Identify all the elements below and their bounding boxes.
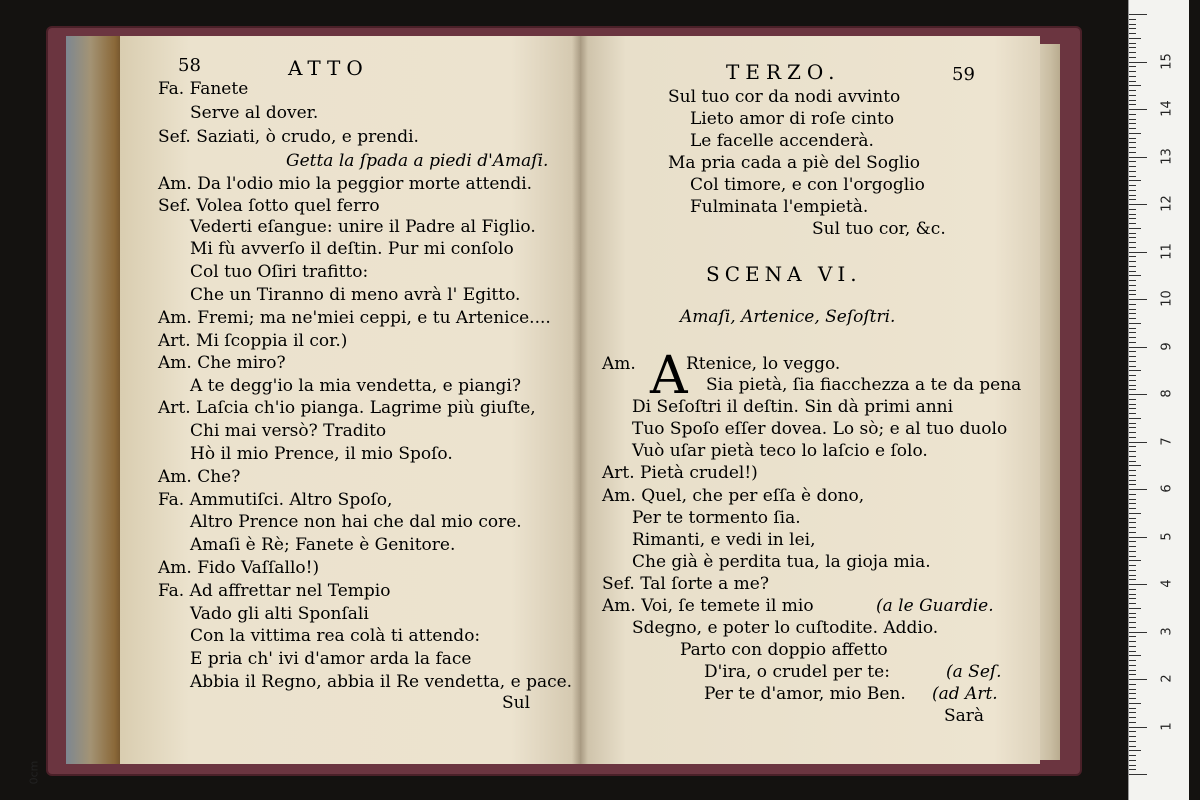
ruler-tick: [1129, 494, 1136, 495]
ruler-tick: [1129, 765, 1136, 766]
catchword: Sarà: [944, 706, 985, 726]
ruler-tick: [1129, 741, 1136, 742]
ruler-tick: [1129, 674, 1136, 675]
ruler-tick: [1129, 731, 1136, 732]
measuring-ruler: [1128, 0, 1189, 800]
text-line: Sia pietà, ſia fiacchezza a te da pena: [706, 375, 1022, 395]
ruler-tick: [1129, 636, 1136, 637]
ruler-tick: [1129, 294, 1136, 295]
ruler-tick: [1129, 100, 1136, 101]
ruler-tick: [1129, 556, 1136, 557]
ruler-tick: [1129, 451, 1136, 452]
ruler-tick: [1129, 309, 1136, 310]
ruler-tick: [1129, 389, 1136, 390]
ruler-tick: [1129, 275, 1141, 276]
ruler-tick: [1129, 594, 1136, 595]
text-line: Hò il mio Prence, il mio Spoſo.: [190, 444, 453, 464]
ruler-number: 12: [1159, 195, 1175, 212]
ruler-tick: [1129, 128, 1136, 129]
ruler-tick: [1129, 603, 1136, 604]
text-line: Vado gli alti Sponſali: [190, 604, 369, 624]
ruler-tick: [1129, 380, 1136, 381]
ruler-tick: [1129, 503, 1136, 504]
scene-characters: Amaſi, Artenice, Seſoſtri.: [680, 307, 896, 327]
text-line: Altro Prence non hai che dal mio core.: [190, 512, 522, 532]
text-line: Art. Pietà crudel!): [602, 463, 758, 483]
ruler-tick: [1129, 750, 1141, 751]
scene-heading: SCENA VI.: [706, 262, 862, 286]
text-line: Che un Tiranno di meno avrà l' Egitto.: [190, 285, 521, 305]
ruler-tick: [1129, 446, 1136, 447]
ruler-tick: [1129, 252, 1147, 253]
text-line: Art. Mi ſcoppia il cor.): [158, 331, 348, 351]
ruler-tick: [1129, 760, 1136, 761]
ruler-tick: [1129, 394, 1147, 395]
ruler-tick: [1129, 712, 1136, 713]
ruler-tick: [1129, 43, 1136, 44]
text-line: Per te d'amor, mio Ben.: [704, 684, 906, 704]
ruler-tick: [1129, 527, 1136, 528]
aria-line: Lieto amor di roſe cinto: [690, 109, 895, 129]
ruler-tick: [1129, 622, 1136, 623]
ruler-tick: [1129, 470, 1136, 471]
stage-direction: (a le Guardie.: [876, 596, 994, 616]
ruler-tick: [1129, 546, 1136, 547]
ruler-tick: [1129, 698, 1136, 699]
ruler-number: 15: [1159, 52, 1175, 70]
ruler-tick: [1129, 774, 1147, 775]
ruler-tick: [1129, 598, 1136, 599]
ruler-tick: [1129, 28, 1136, 29]
catchword: Sul: [502, 693, 531, 713]
ruler-tick: [1129, 266, 1136, 267]
ruler-unit-label: 0cm: [27, 760, 41, 785]
text-line: Amaſi è Rè; Fanete è Genitore.: [190, 535, 456, 555]
ruler-tick: [1129, 204, 1147, 205]
text-line: Am. Voi, ſe temete il mio: [602, 596, 814, 616]
ruler-tick: [1129, 256, 1136, 257]
text-line: E pria ch' ivi d'amor arda la face: [190, 649, 472, 669]
aria-line: Col timore, e con l'orgoglio: [690, 175, 925, 195]
text-line: Am. Che?: [158, 467, 241, 487]
ruler-tick: [1129, 722, 1136, 723]
text-line: Rtenice, lo veggo.: [686, 354, 841, 374]
ruler-tick: [1129, 684, 1136, 685]
ruler-tick: [1129, 584, 1147, 585]
ruler-tick: [1129, 541, 1136, 542]
stage-direction: (a Seſ.: [946, 662, 1002, 682]
ruler-tick: [1129, 142, 1136, 143]
ruler-tick: [1129, 646, 1136, 647]
text-line: Art. Laſcia ch'io pianga. Lagrime più giuſte,: [158, 398, 536, 418]
ruler-tick: [1129, 693, 1136, 694]
ruler-tick: [1129, 195, 1136, 196]
aria-line: Sul tuo cor, &c.: [812, 219, 946, 239]
ruler-tick: [1129, 209, 1136, 210]
ruler-tick: [1129, 432, 1136, 433]
text-line: Tuo Spoſo eſſer dovea. Lo sò; e al tuo duolo: [632, 419, 1008, 439]
ruler-tick: [1129, 285, 1136, 286]
ruler-tick: [1129, 437, 1136, 438]
ruler-tick: [1129, 337, 1136, 338]
text-line: Am. Fido Vaſſallo!): [158, 558, 320, 578]
text-line: Am.: [602, 354, 636, 374]
aria-line: Ma pria cada a piè del Soglio: [668, 153, 920, 173]
ruler-number: 11: [1159, 242, 1175, 260]
ruler-tick: [1129, 57, 1136, 58]
ruler-tick: [1129, 413, 1136, 414]
ruler-tick: [1129, 551, 1136, 552]
text-line: Fa. Ammutiſci. Altro Spoſo,: [158, 490, 393, 510]
ruler-tick: [1129, 147, 1136, 148]
ruler-tick: [1129, 237, 1136, 238]
left-running-head: ATTO: [288, 56, 369, 80]
ruler-tick: [1129, 499, 1136, 500]
ruler-tick: [1129, 522, 1136, 523]
ruler-tick: [1129, 579, 1136, 580]
ruler-tick: [1129, 14, 1147, 15]
ruler-tick: [1129, 408, 1136, 409]
ruler-tick: [1129, 418, 1141, 419]
ruler-tick: [1129, 347, 1147, 348]
ruler-tick: [1129, 71, 1136, 72]
ruler-tick: [1129, 223, 1136, 224]
ruler-tick: [1129, 484, 1136, 485]
ruler-tick: [1129, 214, 1136, 215]
ruler-tick: [1129, 24, 1136, 25]
ruler-tick: [1129, 465, 1141, 466]
ruler-number: 2: [1159, 674, 1175, 683]
ruler-tick: [1129, 280, 1136, 281]
ruler-tick: [1129, 247, 1136, 248]
ruler-tick: [1129, 185, 1136, 186]
ruler-tick: [1129, 736, 1136, 737]
ruler-tick: [1129, 442, 1147, 443]
ruler-tick: [1129, 218, 1136, 219]
ruler-tick: [1129, 47, 1136, 48]
ruler-tick: [1129, 351, 1136, 352]
ruler-tick: [1129, 261, 1136, 262]
ruler-tick: [1129, 532, 1136, 533]
text-line: Am. Che miro?: [158, 353, 286, 373]
ruler-tick: [1129, 199, 1136, 200]
ruler-number: 3: [1159, 626, 1175, 636]
ruler-tick: [1129, 52, 1136, 53]
ruler-tick: [1129, 109, 1147, 110]
ruler-tick: [1129, 651, 1136, 652]
ruler-tick: [1129, 119, 1136, 120]
ruler-tick: [1129, 480, 1136, 481]
ruler-tick: [1129, 271, 1136, 272]
ruler-number: 5: [1159, 531, 1175, 541]
ruler-tick: [1129, 157, 1147, 158]
ruler-tick: [1129, 575, 1136, 576]
text-line: Am. Quel, che per eſſa è dono,: [602, 486, 865, 506]
ruler-tick: [1129, 90, 1136, 91]
ruler-tick: [1129, 95, 1136, 96]
ruler-tick: [1129, 508, 1136, 509]
text-line: Che già è perdita tua, la gioja mia.: [632, 552, 931, 572]
ruler-tick: [1129, 138, 1136, 139]
ruler-tick: [1129, 242, 1136, 243]
ruler-tick: [1129, 233, 1136, 234]
text-line: Per te tormento ſia.: [632, 508, 801, 528]
text-line: Di Seſoſtri il deſtin. Sin dà primi anni: [632, 397, 954, 417]
text-line: Col tuo Oſiri trafitto:: [190, 262, 369, 282]
ruler-tick: [1129, 176, 1136, 177]
ruler-tick: [1129, 161, 1136, 162]
text-line: Am. Fremi; ma ne'miei ceppi, e tu Artenice....: [158, 308, 551, 328]
ruler-tick: [1129, 717, 1136, 718]
aria-line: Le facelle accenderà.: [690, 131, 874, 151]
ruler-tick: [1129, 180, 1141, 181]
drop-cap: A: [650, 346, 688, 406]
ruler-tick: [1129, 313, 1136, 314]
aria-line: Fulminata l'empietà.: [690, 197, 869, 217]
ruler-tick: [1129, 746, 1136, 747]
ruler-tick: [1129, 513, 1141, 514]
text-line: Fa. Ad affrettar nel Tempio: [158, 581, 391, 601]
text-line: Rimanti, e vedi in lei,: [632, 530, 816, 550]
ruler-tick: [1129, 33, 1136, 34]
ruler-tick: [1129, 641, 1136, 642]
ruler-tick: [1129, 565, 1136, 566]
ruler-tick: [1129, 85, 1141, 86]
ruler-tick: [1129, 304, 1136, 305]
ruler-tick: [1129, 769, 1136, 770]
ruler-tick: [1129, 727, 1147, 728]
ruler-tick: [1129, 81, 1136, 82]
ruler-number: 6: [1159, 484, 1175, 493]
aria-line: Sul tuo cor da nodi avvinto: [668, 87, 901, 107]
text-line: D'ira, o crudel per te:: [704, 662, 890, 682]
ruler-tick: [1129, 366, 1136, 367]
ruler-tick: [1129, 627, 1136, 628]
stage-direction: (ad Art.: [932, 684, 998, 704]
left-page-number: 58: [178, 55, 201, 76]
ruler-tick: [1129, 613, 1136, 614]
ruler-tick: [1129, 361, 1136, 362]
ruler-tick: [1129, 290, 1136, 291]
ruler-tick: [1129, 171, 1136, 172]
text-line: Chi mai versò? Tradito: [190, 421, 387, 441]
ruler-tick: [1129, 589, 1136, 590]
ruler-tick: [1129, 427, 1136, 428]
ruler-number: 1: [1159, 721, 1175, 731]
ruler-tick: [1129, 404, 1136, 405]
ruler-tick: [1129, 708, 1136, 709]
ruler-tick: [1129, 299, 1147, 300]
ruler-number: 10: [1159, 290, 1175, 307]
ruler-tick: [1129, 104, 1136, 105]
ruler-tick: [1129, 608, 1141, 609]
ruler-tick: [1129, 489, 1147, 490]
ruler-tick: [1129, 342, 1136, 343]
ruler-tick: [1129, 461, 1136, 462]
text-line: A te degg'io la mia vendetta, e piangi?: [190, 376, 521, 396]
ruler-tick: [1129, 670, 1136, 671]
gutter-shadow: [572, 36, 588, 764]
text-line: Sef. Tal ſorte a me?: [602, 574, 769, 594]
ruler-tick: [1129, 318, 1136, 319]
ruler-tick: [1129, 689, 1136, 690]
ruler-tick: [1129, 632, 1147, 633]
ruler-tick: [1129, 19, 1136, 20]
text-line: Am. Da l'odio mio la peggior morte attendi.: [158, 174, 533, 194]
ruler-tick: [1129, 228, 1141, 229]
text-line: Mi fù avverſo il deſtin. Pur mi conſolo: [190, 239, 514, 259]
ruler-tick: [1129, 655, 1141, 656]
ruler-tick: [1129, 166, 1136, 167]
ruler-tick: [1129, 703, 1141, 704]
ruler-tick: [1129, 356, 1136, 357]
text-line: Vuò uſar pietà teco lo laſcio e ſolo.: [632, 441, 928, 461]
ruler-tick: [1129, 190, 1136, 191]
ruler-tick: [1129, 518, 1136, 519]
ruler-tick: [1129, 375, 1136, 376]
ruler-number: 13: [1159, 147, 1175, 165]
ruler-tick: [1129, 755, 1136, 756]
ruler-tick: [1129, 332, 1136, 333]
text-line: Fa. Fanete: [158, 79, 249, 99]
ruler-tick: [1129, 133, 1141, 134]
text-line: Sef. Saziati, ò crudo, e prendi.: [158, 127, 419, 147]
ruler-number: 7: [1159, 436, 1175, 446]
text-line: Abbia il Regno, abbia il Re vendetta, e pace.: [190, 672, 573, 692]
ruler-tick: [1129, 385, 1136, 386]
ruler-tick: [1129, 665, 1136, 666]
stage-direction: Getta la ſpada a piedi d'Amaſi.: [286, 151, 549, 171]
ruler-tick: [1129, 617, 1136, 618]
text-line: Vederti eſangue: unire il Padre al Figlio.: [190, 217, 536, 237]
ruler-tick: [1129, 152, 1136, 153]
ruler-number: 8: [1159, 389, 1175, 398]
text-line: Sdegno, e poter lo cuſtodite. Addio.: [632, 618, 939, 638]
ruler-tick: [1129, 328, 1136, 329]
ruler-number: 9: [1159, 341, 1175, 351]
text-line: Sef. Volea ſotto quel ferro: [158, 196, 380, 216]
text-line: Parto con doppio affetto: [680, 640, 888, 660]
ruler-tick: [1129, 323, 1141, 324]
ruler-tick: [1129, 456, 1136, 457]
ruler-number: 14: [1159, 100, 1175, 117]
ruler-tick: [1129, 38, 1141, 39]
ruler-tick: [1129, 123, 1136, 124]
right-page-number: 59: [952, 64, 975, 85]
ruler-tick: [1129, 370, 1141, 371]
ruler-tick: [1129, 475, 1136, 476]
ruler-tick: [1129, 114, 1136, 115]
ruler-tick: [1129, 62, 1147, 63]
text-line: Serve al dover.: [190, 103, 319, 123]
text-line: Con la vittima rea colà ti attendo:: [190, 626, 481, 646]
ruler-tick: [1129, 679, 1147, 680]
right-running-head: TERZO.: [726, 60, 841, 84]
ruler-tick: [1129, 560, 1141, 561]
ruler-tick: [1129, 66, 1136, 67]
ruler-tick: [1129, 423, 1136, 424]
ruler-tick: [1129, 399, 1136, 400]
ruler-tick: [1129, 76, 1136, 77]
ruler-tick: [1129, 660, 1136, 661]
ruler-tick: [1129, 537, 1147, 538]
ruler-tick: [1129, 570, 1136, 571]
ruler-number: 4: [1159, 579, 1175, 588]
